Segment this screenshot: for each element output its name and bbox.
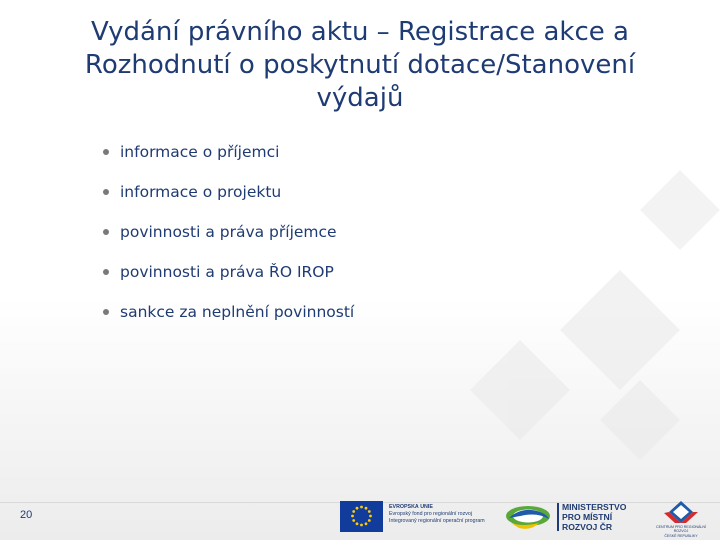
bullet-icon [103, 229, 109, 235]
ministry-logo-bar [557, 503, 559, 531]
list-item [103, 259, 354, 285]
ministry-line-3: ROZVOJ ČR [562, 522, 613, 532]
bullet-icon [103, 269, 109, 275]
eu-flag-icon [340, 501, 383, 532]
title-line-2: Rozhodnutí o poskytnutí dotace/Stanovení [84, 50, 636, 80]
eu-logo-text [389, 504, 493, 526]
crr-line-2: ČESKÉ REPUBLIKY [664, 533, 698, 538]
page-number: 20 [20, 509, 33, 521]
crr-line-1: CENTRUM PRO REGIONÁLNÍ ROZVOJ [656, 525, 706, 534]
bullet-text: povinnosti a práva příjemce [120, 223, 337, 241]
eu-line-1: EVROPSKÁ UNIE [389, 504, 433, 510]
list-item [103, 219, 354, 245]
crr-emblem-icon [650, 500, 712, 525]
crr-logo-text [650, 525, 712, 538]
ministry-logo [562, 502, 636, 532]
title-line-1: Vydání právního aktu – Registrace akce a [91, 17, 629, 47]
eu-line-2: Evropský fond pro regionální rozvoj [389, 511, 473, 518]
list-item [103, 299, 354, 325]
eu-line-3: Integrovaný regionální operační program [389, 518, 485, 525]
list-item [103, 179, 354, 205]
bullet-text: informace o příjemci [120, 143, 280, 161]
bullet-text: informace o projektu [120, 183, 282, 201]
bullet-text: sankce za neplnění povinností [120, 303, 355, 321]
ministry-line-1: MINISTERSTVO [562, 502, 627, 512]
ministry-line-2: PRO MÍSTNÍ [562, 512, 613, 522]
bullet-list [103, 139, 354, 339]
bullet-text: povinnosti a práva ŘO IROP [120, 263, 334, 281]
page-title [40, 16, 680, 115]
bullet-icon [103, 149, 109, 155]
crr-logo [650, 500, 712, 538]
bullet-icon [103, 309, 109, 315]
irop-logo-icon [503, 501, 553, 531]
list-item [103, 139, 354, 165]
bullet-icon [103, 189, 109, 195]
title-line-3: výdajů [316, 83, 404, 113]
